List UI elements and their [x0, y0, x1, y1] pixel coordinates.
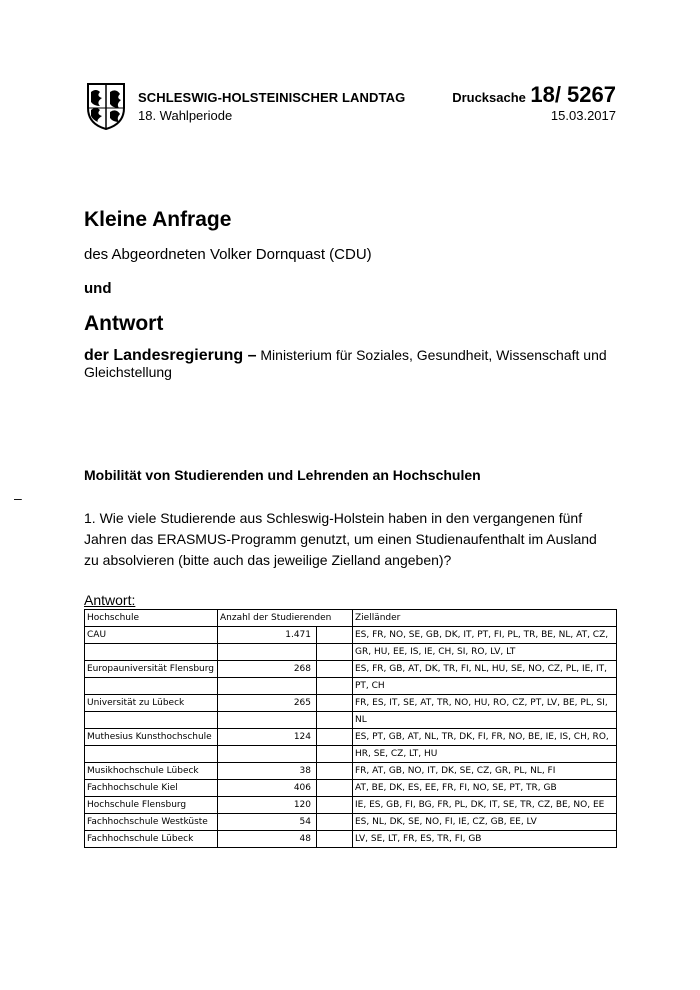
cell-anzahl [218, 746, 317, 763]
und-line: und [84, 280, 112, 297]
cell-spacer [317, 644, 353, 661]
table-row-continuation [85, 712, 617, 729]
cell-anzahl: 120 [218, 797, 317, 814]
parliament-name: SCHLESWIG-HOLSTEINISCHER LANDTAG [138, 90, 406, 105]
table-row [85, 627, 617, 644]
heading-antwort: Antwort [84, 312, 164, 335]
cell-hochschule: CAU [85, 627, 218, 644]
cell-hochschule [85, 678, 218, 695]
cell-ziellaender: ES, FR, GB, AT, DK, TR, FI, NL, HU, SE, NO, CZ, PL, IE, IT, [353, 661, 617, 678]
cell-anzahl [218, 712, 317, 729]
table-row [85, 763, 617, 780]
cell-anzahl: 124 [218, 729, 317, 746]
cell-hochschule [85, 746, 218, 763]
table-row [85, 695, 617, 712]
table-row [85, 729, 617, 746]
cell-anzahl: 54 [218, 814, 317, 831]
cell-ziellaender: LV, SE, LT, FR, ES, TR, FI, GB [353, 831, 617, 848]
subject-heading: Mobilität von Studierenden und Lehrenden an Hochschulen [84, 467, 481, 483]
cell-spacer [317, 661, 353, 678]
drucksache [452, 82, 616, 108]
cell-ziellaender: ES, FR, NO, SE, GB, DK, IT, PT, FI, PL, TR, BE, NL, AT, CZ, [353, 627, 617, 644]
question-text: 1. Wie viele Studierende aus Schleswig-Holstein haben in den vergangenen fünf Jahren das ERASMUS-Programm genutzt, um einen Studienaufenthalt im Ausland zu absolvieren (bitte auch das jeweilige Zielland angeben)? [84, 510, 597, 568]
table-row-continuation [85, 644, 617, 661]
cell-hochschule: Fachhochschule Lübeck [85, 831, 218, 848]
cell-ziellaender: PT, CH [353, 678, 617, 695]
drucksache-number: 18/ 5267 [530, 82, 616, 107]
cell-ziellaender: FR, AT, GB, NO, IT, DK, SE, CZ, GR, PL, NL, FI [353, 763, 617, 780]
asker-line: des Abgeordneten Volker Dornquast (CDU) [84, 246, 372, 263]
header-ziellaender: Zielländer [353, 610, 617, 627]
cell-anzahl: 268 [218, 661, 317, 678]
cell-spacer [317, 678, 353, 695]
cell-anzahl [218, 678, 317, 695]
legislative-period: 18. Wahlperiode [138, 108, 233, 123]
cell-anzahl [218, 644, 317, 661]
cell-ziellaender: AT, BE, DK, ES, EE, FR, FI, NO, SE, PT, TR, GB [353, 780, 617, 797]
ministry-name: Ministerium für Soziales, Gesundheit, Wissenschaft und Gleichstellung [84, 347, 607, 380]
cell-spacer [317, 746, 353, 763]
cell-spacer [317, 627, 353, 644]
cell-spacer [317, 695, 353, 712]
cell-anzahl: 1.471 [218, 627, 317, 644]
cell-spacer [317, 712, 353, 729]
drucksache-label: Drucksache [452, 90, 526, 105]
cell-hochschule: Europauniversität Flensburg [85, 661, 218, 678]
government-bold: der Landesregierung – [84, 347, 257, 364]
cell-hochschule: Muthesius Kunsthochschule [85, 729, 218, 746]
cell-ziellaender: ES, PT, GB, AT, NL, TR, DK, FI, FR, NO, BE, IE, IS, CH, RO, [353, 729, 617, 746]
header-hochschule: Hochschule [85, 610, 218, 627]
cell-ziellaender: GR, HU, EE, IS, IE, CH, SI, RO, LV, LT [353, 644, 617, 661]
cell-hochschule: Universität zu Lübeck [85, 695, 218, 712]
cell-spacer [317, 763, 353, 780]
header-anzahl: Anzahl der Studierenden [218, 610, 353, 627]
cell-hochschule: Fachhochschule Westküste [85, 814, 218, 831]
cell-hochschule [85, 712, 218, 729]
cell-anzahl: 38 [218, 763, 317, 780]
table-row-continuation [85, 746, 617, 763]
cell-spacer [317, 814, 353, 831]
cell-spacer [317, 797, 353, 814]
cell-ziellaender: NL [353, 712, 617, 729]
cell-ziellaender: HR, SE, CZ, LT, HU [353, 746, 617, 763]
erasmus-table [84, 609, 617, 848]
heading-kleine-anfrage: Kleine Anfrage [84, 208, 232, 231]
cell-ziellaender: FR, ES, IT, SE, AT, TR, NO, HU, RO, CZ, PT, LV, BE, PL, SI, [353, 695, 617, 712]
cell-anzahl: 48 [218, 831, 317, 848]
coat-of-arms-logo [86, 82, 126, 130]
margin-mark: – [14, 490, 22, 506]
cell-spacer [317, 780, 353, 797]
table-row [85, 831, 617, 848]
cell-hochschule: Fachhochschule Kiel [85, 780, 218, 797]
table-row [85, 814, 617, 831]
document-date: 15.03.2017 [550, 108, 616, 123]
table-header-row [85, 610, 617, 627]
cell-hochschule: Musikhochschule Lübeck [85, 763, 218, 780]
cell-ziellaender: IE, ES, GB, FI, BG, FR, PL, DK, IT, SE, TR, CZ, BE, NO, EE [353, 797, 617, 814]
cell-anzahl: 265 [218, 695, 317, 712]
cell-ziellaender: ES, NL, DK, SE, NO, FI, IE, CZ, GB, EE, LV [353, 814, 617, 831]
cell-spacer [317, 831, 353, 848]
cell-anzahl: 406 [218, 780, 317, 797]
government-line [84, 347, 624, 381]
cell-spacer [317, 729, 353, 746]
table-row [85, 661, 617, 678]
table-row [85, 780, 617, 797]
answer-label: Antwort: [84, 592, 136, 608]
cell-hochschule: Hochschule Flensburg [85, 797, 218, 814]
table-row [85, 797, 617, 814]
cell-hochschule [85, 644, 218, 661]
table-row-continuation [85, 678, 617, 695]
